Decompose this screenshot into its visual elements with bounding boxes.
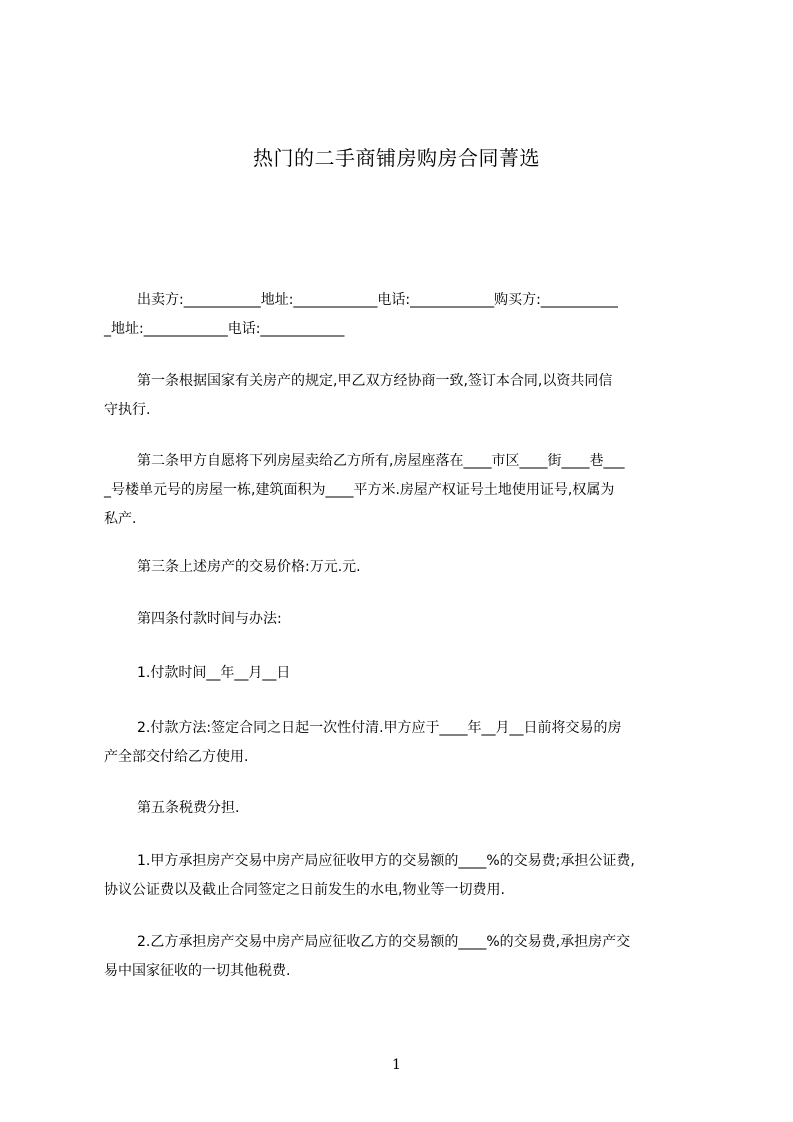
- text-line: [104, 367, 704, 396]
- article-4-paragraph: [104, 605, 704, 634]
- article-2-line-3: 私产.: [104, 511, 137, 527]
- parties-line-2: _地址:____________电话:____________: [104, 321, 345, 337]
- article-5-item-1-line-2: 协议公证费以及截止合同签定之日前发生的水电,物业等一切费用.: [104, 882, 505, 898]
- article-3-line-1: 第三条上述房产的交易价格:万元.元.: [137, 559, 361, 575]
- text-line: [104, 928, 704, 957]
- article-5-paragraph: [104, 794, 704, 823]
- article-5-item-1-paragraph: [104, 847, 704, 905]
- article-5-item-1-line-1: 1.甲方承担房产交易中房产局应征收甲方的交易额的____%的交易费;承担公证费,: [137, 853, 635, 869]
- article-5-item-2-paragraph: [104, 928, 704, 986]
- parties-paragraph: [104, 286, 704, 344]
- article-5-item-2-line-1: 2.乙方承担房产交易中房产局应征收乙方的交易额的____%的交易费,承担房产交: [137, 934, 631, 950]
- article-5-item-2-line-2: 易中国家征收的一切其他税费.: [104, 963, 291, 979]
- article-4-item-1-line-1: 1.付款时间__年__月__日: [137, 665, 291, 681]
- article-1-paragraph: [104, 367, 704, 425]
- text-line: [104, 794, 704, 823]
- text-line: [104, 286, 704, 315]
- article-4-item-2-paragraph: [104, 714, 704, 772]
- article-5-line-1: 第五条税费分担.: [137, 800, 240, 816]
- text-line: [104, 714, 704, 743]
- article-1-line-1: 第一条根据国家有关房产的规定,甲乙双方经协商一致,签订本合同,以资共同信: [137, 373, 613, 389]
- text-line: [104, 659, 704, 688]
- parties-line-1: 出卖方:___________地址:____________电话:____________购买方:___________: [137, 292, 618, 308]
- article-4-item-2-line-2: 产全部交付给乙方使用.: [104, 749, 249, 765]
- article-2-line-1: 第二条甲方自愿将下列房屋卖给乙方所有,房屋座落在____市区____街____巷___: [137, 453, 625, 469]
- article-4-line-1: 第四条付款时间与办法:: [137, 611, 282, 627]
- text-line: [104, 605, 704, 634]
- article-1-line-2: 守执行.: [104, 402, 151, 418]
- article-4-item-1-paragraph: [104, 659, 704, 688]
- document-title: 热门的二手商铺房购房合同菁选: [253, 146, 540, 170]
- text-line: [104, 447, 704, 476]
- article-4-item-2-line-1: 2.付款方法:签定合同之日起一次性付清.甲方应于____年__月__日前将交易的房: [137, 720, 622, 736]
- page-number: 1: [392, 1057, 401, 1073]
- text-line: [104, 553, 704, 582]
- article-3-paragraph: [104, 553, 704, 582]
- article-2-paragraph: [104, 447, 704, 534]
- article-2-line-2: _号楼单元号的房屋一栋,建筑面积为____平方米.房屋产权证号土地使用证号,权属为: [104, 482, 615, 498]
- text-line: [104, 847, 704, 876]
